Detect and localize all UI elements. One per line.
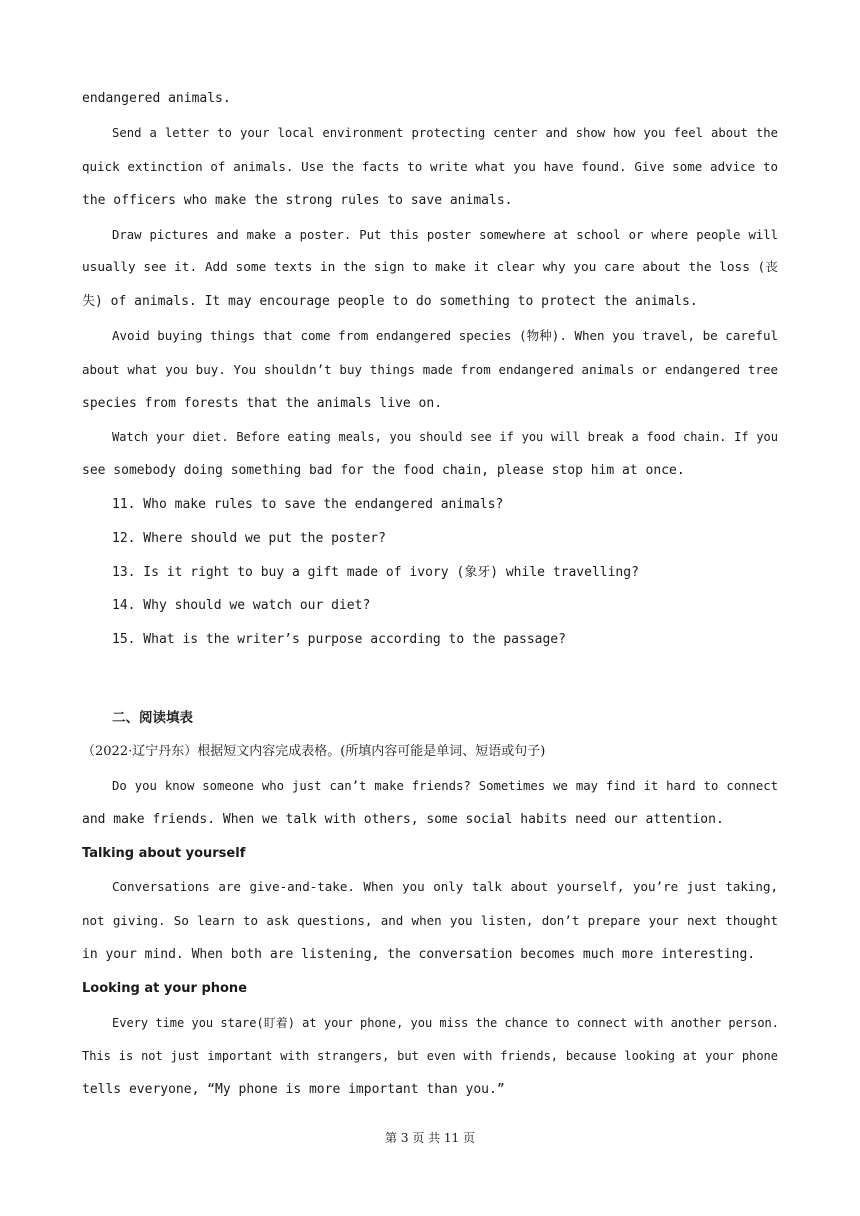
question-12: 12. Where should we put the poster? [112,531,386,546]
passage-line: Watch your diet. Before eating meals, you should see if you will break a food chain. If you [112,430,778,444]
passage-line: Draw pictures and make a poster. Put this poster somewhere at school or where people will [112,228,778,242]
question-11: 11. Who make rules to save the endangered animals? [112,497,504,512]
question-13: 13. Is it right to buy a gift made of ivory (象牙) while travelling? [112,565,639,580]
subheading: Talking about yourself [82,846,246,861]
passage-line: tells everyone, “My phone is more important than you.” [82,1082,505,1097]
passage-line: usually see it. Add some texts in the sign to make it clear why you care about the loss (丧 [82,260,778,275]
passage-line: 失) of animals. It may encourage people to do something to protect the animals. [82,294,698,309]
question-14: 14. Why should we watch our diet? [112,598,371,613]
passage-line: quick extinction of animals. Use the facts to write what you have found. Give some advice to [82,159,778,174]
subheading: Looking at your phone [82,981,248,996]
passage-line: Send a letter to your local environment protecting center and show how you feel about the [112,126,778,140]
passage-line: Avoid buying things that come from endangered species (物种). When you travel, be careful [112,328,778,343]
page-footer: 第 3 页 共 11 页 [385,1131,475,1145]
passage-line: Conversations are give-and-take. When you only talk about yourself, you’re just taking, [112,879,778,894]
passage-line: species from forests that the animals live on. [82,396,443,411]
passage-line: the officers who make the strong rules to save animals. [82,193,513,208]
passage-line: not giving. So learn to ask questions, and when you listen, don’t prepare your next thought [82,913,778,928]
passage-line: endangered animals. [82,91,231,106]
passage-line: in your mind. When both are listening, the conversation becomes much more interesting. [82,947,756,962]
section-source: （2022·辽宁丹东）根据短文内容完成表格。(所填内容可能是单词、短语或句子) [82,744,546,759]
section-heading: 二、阅读填表 [112,710,193,726]
passage-line: about what you buy. You shouldn’t buy things made from endangered animals or endangered tree [82,362,778,377]
question-15: 15. What is the writer’s purpose according to the passage? [112,632,566,647]
passage-line: and make friends. When we talk with others, some social habits need our attention. [82,812,724,827]
passage-line: This is not just important with strangers, but even with friends, because looking at your phone [82,1049,778,1063]
passage-line: Every time you stare(盯着) at your phone, you miss the chance to connect with another person. [112,1016,779,1030]
passage-line: Do you know someone who just can’t make friends? Sometimes we may find it hard to connect [112,779,778,793]
passage-line: see somebody doing something bad for the food chain, please stop him at once. [82,463,685,478]
